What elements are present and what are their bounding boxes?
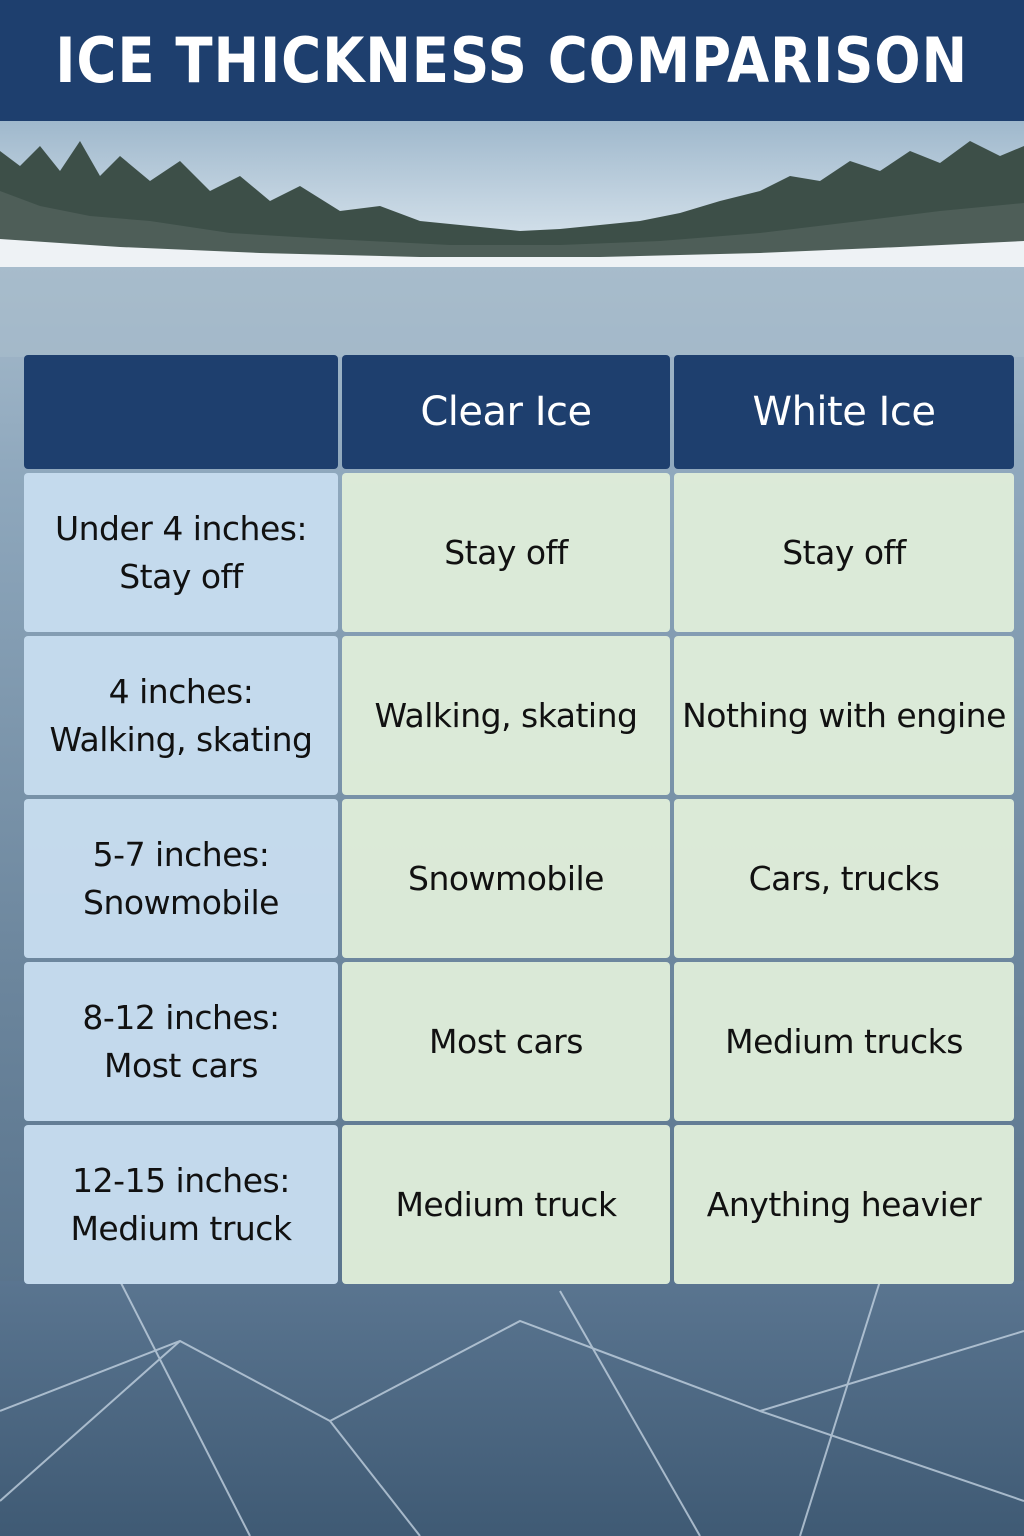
ice-thickness-table <box>20 351 1018 1288</box>
row-header-cell <box>24 1125 338 1284</box>
table-row <box>24 636 1014 795</box>
white-ice-cell: Stay off <box>674 473 1014 632</box>
row-header-thickness: 4 inches: <box>108 671 254 711</box>
title-bar <box>0 0 1024 121</box>
column-header-white-ice: White Ice <box>674 355 1014 469</box>
row-header-activity: Walking, skating <box>49 719 313 759</box>
row-header-cell <box>24 799 338 958</box>
clear-ice-cell: Walking, skating <box>342 636 670 795</box>
corner-header-cell <box>24 355 338 469</box>
row-header-activity: Stay off <box>119 556 243 596</box>
row-header-thickness: Under 4 inches: <box>54 508 308 548</box>
row-header-thickness: 8-12 inches: <box>82 997 280 1037</box>
table-header-row <box>24 355 1014 469</box>
row-header-cell <box>24 473 338 632</box>
table-row <box>24 1125 1014 1284</box>
row-header-cell <box>24 962 338 1121</box>
table-row <box>24 799 1014 958</box>
table-row <box>24 473 1014 632</box>
clear-ice-cell: Most cars <box>342 962 670 1121</box>
white-ice-cell: Anything heavier <box>674 1125 1014 1284</box>
white-ice-cell: Cars, trucks <box>674 799 1014 958</box>
page-title: ICE THICKNESS COMPARISON <box>55 24 969 97</box>
white-ice-cell: Medium trucks <box>674 962 1014 1121</box>
clear-ice-cell: Stay off <box>342 473 670 632</box>
row-header-activity: Snowmobile <box>83 882 279 922</box>
row-header-activity: Medium truck <box>70 1208 292 1248</box>
table-row <box>24 962 1014 1121</box>
row-header-activity: Most cars <box>104 1045 258 1085</box>
column-header-clear-ice: Clear Ice <box>342 355 670 469</box>
clear-ice-cell: Medium truck <box>342 1125 670 1284</box>
comparison-table-container <box>24 355 1006 1288</box>
row-header-thickness: 12-15 inches: <box>72 1160 290 1200</box>
row-header-cell <box>24 636 338 795</box>
row-header-thickness: 5-7 inches: <box>92 834 270 874</box>
clear-ice-cell: Snowmobile <box>342 799 670 958</box>
white-ice-cell: Nothing with engine <box>674 636 1014 795</box>
